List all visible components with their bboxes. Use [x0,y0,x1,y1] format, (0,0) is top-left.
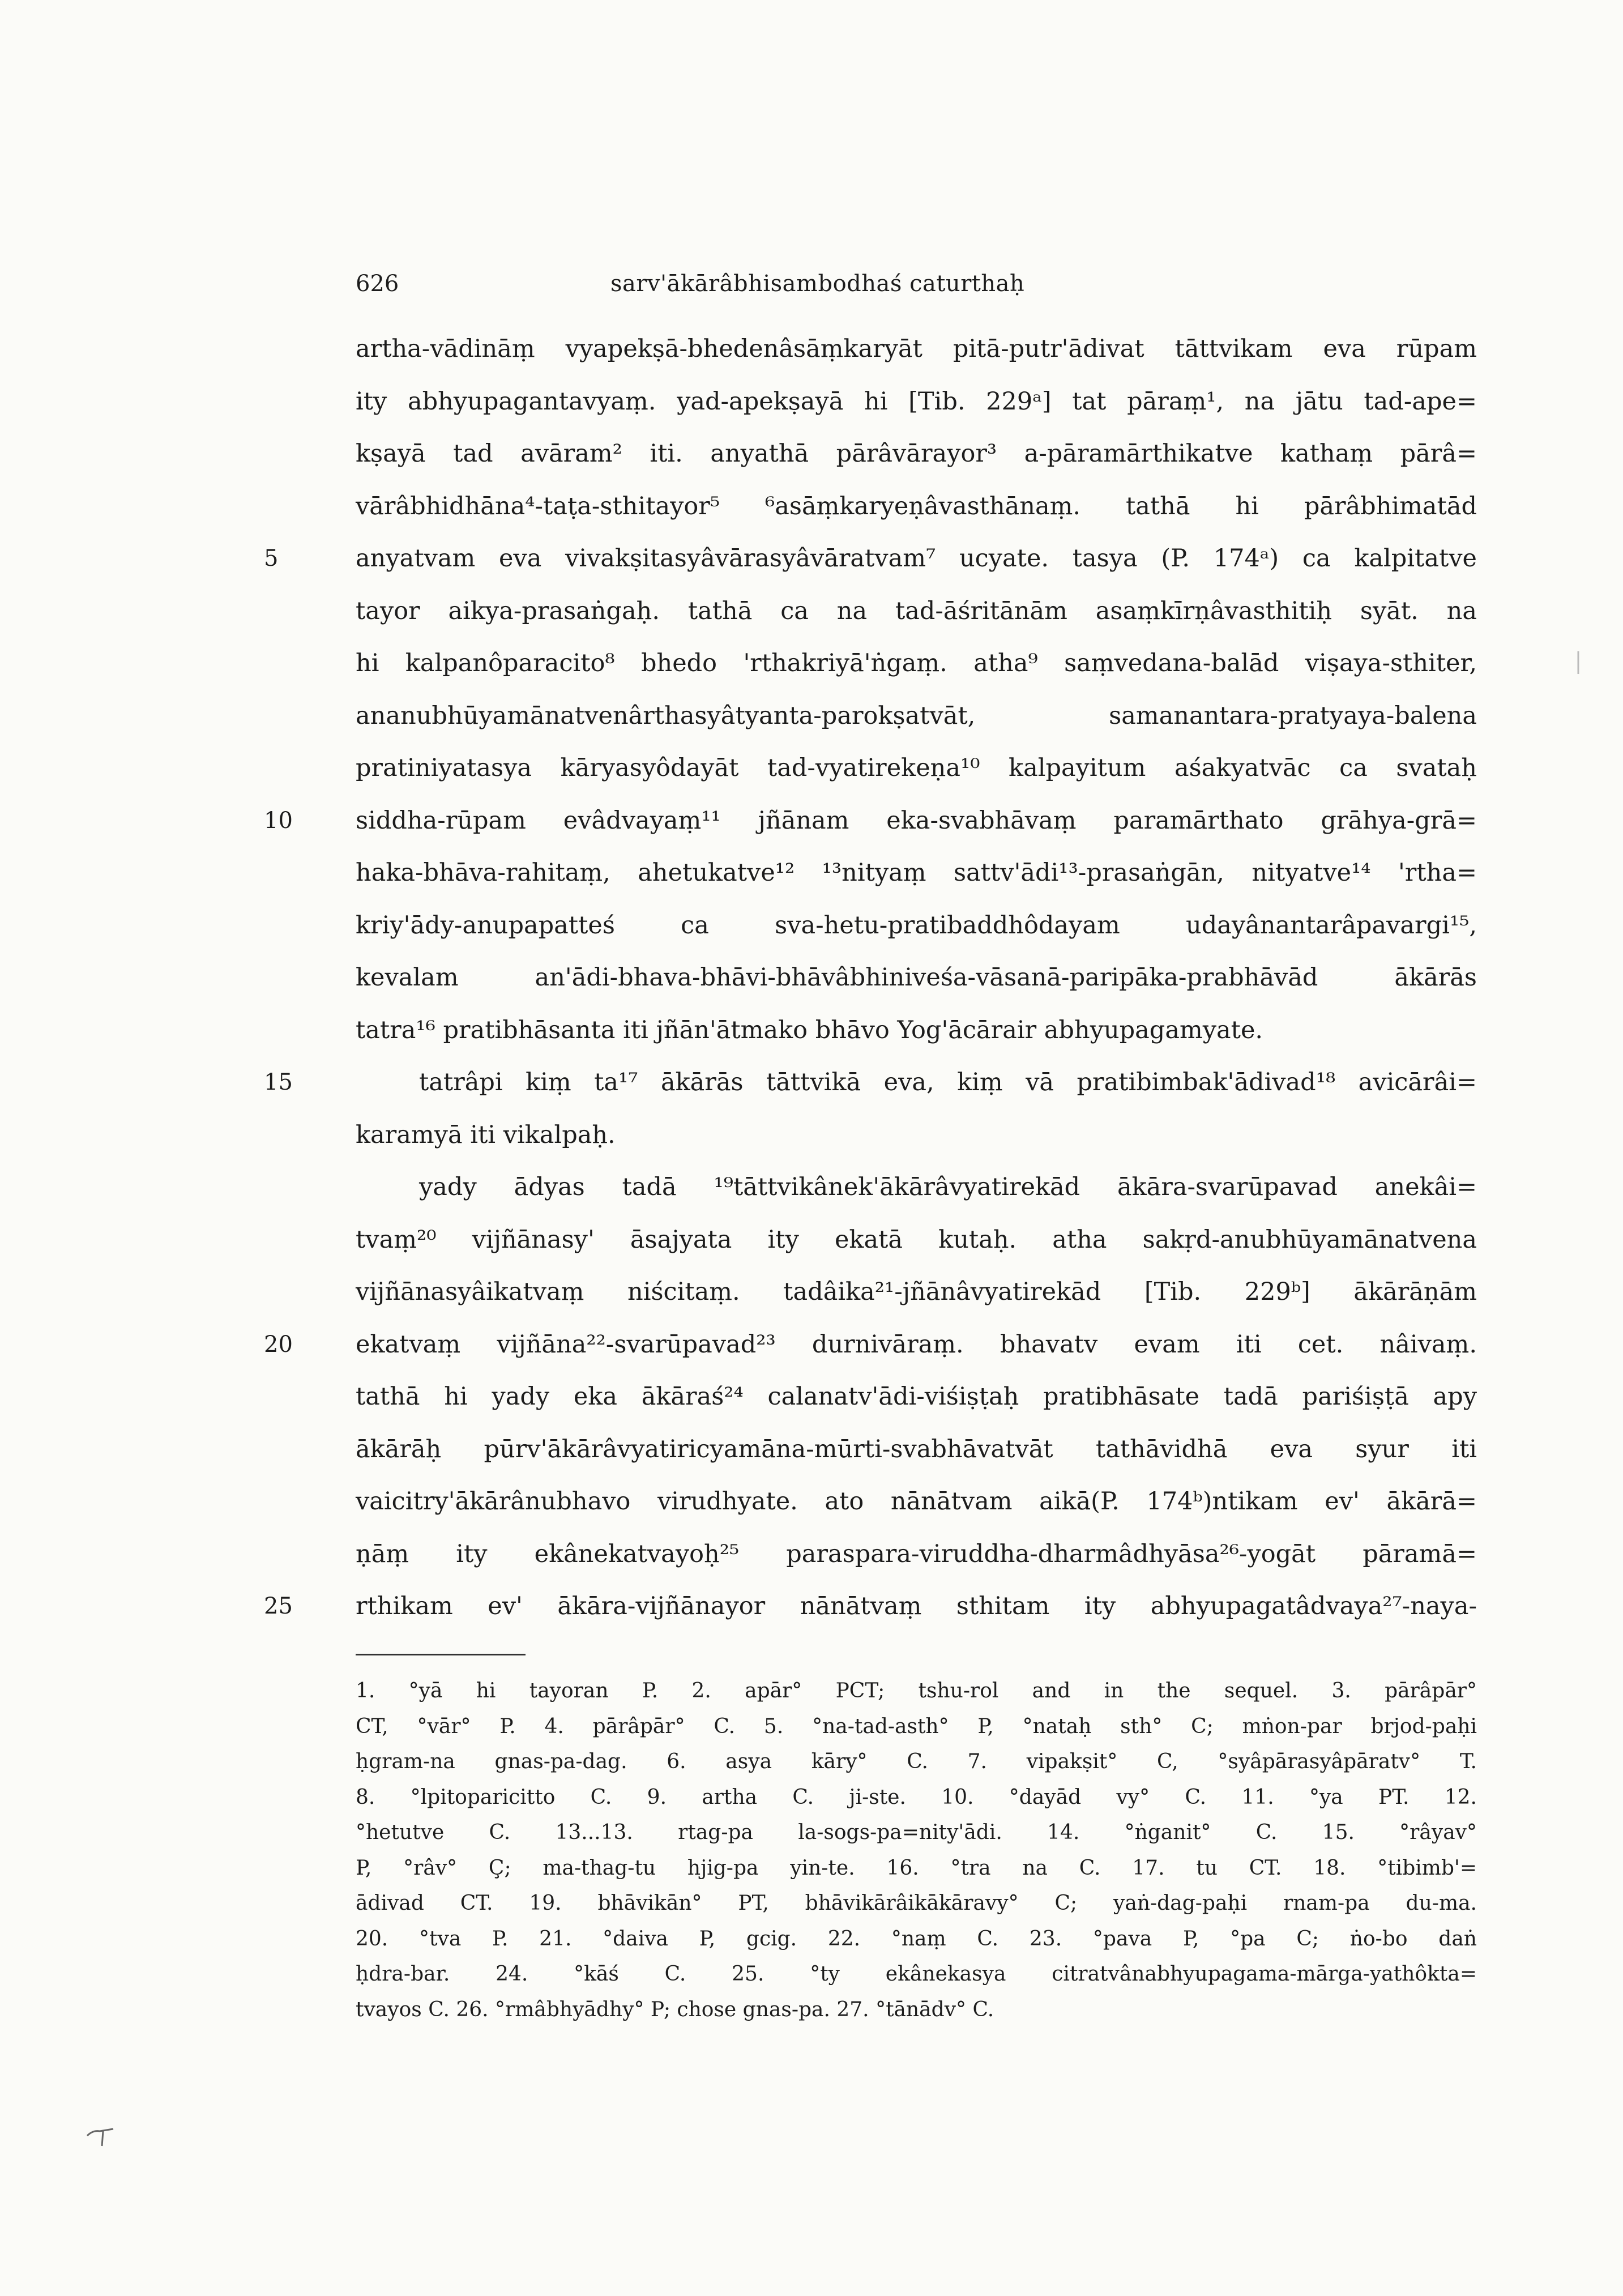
footnote-line: ḥdra-bar. 24. °kāś C. 25. °ty ekânekasya citratvânabhyupagama-mārga-yathôkta= [356,1962,1477,1986]
text-line: tatra¹⁶ pratibhāsanta iti jñān'ātmako bhāvo Yog'ācārair abhyupagamyate. [356,1015,1263,1044]
text-line: vārâbhidhāna⁴-taṭa-sthitayor⁵ ⁶asāṃkaryeṇâvasthānaṃ. tathā hi pārâbhimatād [356,492,1477,520]
text-line: vaicitry'ākārânubhavo virudhyate. ato nānātvam aikā(P. 174ᵇ)ntikam ev' ākārā= [356,1487,1477,1516]
line-number: 20 [264,1331,293,1358]
text-line: tvaṃ²⁰ vijñānasy' āsajyata ity ekatā kutaḥ. atha sakṛd-anubhūyamānatvena [356,1225,1477,1254]
footnote-line: 1. °yā hi tayoran P. 2. apār° PCT; tshu-rol and in the sequel. 3. pārâpār° [356,1679,1477,1702]
text-line: artha-vādināṃ vyapekṣā-bhedenâsāṃkaryāt pitā-putr'ādivat tāttvikam eva rūpam [356,335,1477,363]
text-line [264,795,1477,847]
footnotes [356,1674,1477,2028]
footnote-line: ḥgram-na gnas-pa-dag. 6. asya kāry° C. 7. vipakṣit° C, °syâpārasyâpāratv° T. [356,1750,1477,1773]
text-line: kṣayā tad avāram² iti. anyathā pārâvārayor³ a-pāramārthikatve kathaṃ pārâ= [356,439,1477,468]
footnote-rule [356,1654,526,1655]
text-line: tayor aikya-prasaṅgaḥ. tathā ca na tad-āśritānām asaṃkīrṇâvasthitiḥ syāt. na [356,596,1477,625]
line-number: 5 [264,545,279,571]
pencil-mark-icon [85,2121,119,2149]
text-line-content: siddha-rūpam evâdvayaṃ¹¹ jñānam eka-svabhāvaṃ paramārthato grāhya-grā= [356,806,1477,835]
text-line [264,1318,1477,1371]
line-number: 25 [264,1593,293,1619]
line-number: 10 [264,807,293,834]
text-line: ananubhūyamānatvenârthasyâtyanta-parokṣatvāt, samanantara-pratyaya-balena [356,701,1477,730]
text-line-content: rthikam ev' ākāra-vijñānayor nānātvaṃ sthitam ity abhyupagatâdvaya²⁷-naya- [356,1592,1477,1620]
footnote-line: 8. °lpitoparicitto C. 9. artha C. ji-ste. 10. °dayād vy° C. 11. °ya PT. 12. [356,1785,1477,1809]
margin-tick-icon [1575,651,1581,674]
text-line: yady ādyas tadā ¹⁹tāttvikânek'ākārâvyatirekād ākāra-svarūpavad anekâi= [419,1173,1477,1201]
footnote-line: °hetutve C. 13...13. rtag-pa la-sogs-pa=nity'ādi. 14. °ṅganit° C. 15. °râyav° [356,1821,1477,1844]
line-number: 15 [264,1069,293,1095]
running-head: sarv'ākārâbhisambodhaś caturthaḥ [610,271,1025,297]
page-header [356,271,1477,305]
text-line: ity abhyupagantavyaṃ. yad-apekṣayā hi [Tib. 229ᵃ] tat pāraṃ¹, na jātu tad-ape= [356,387,1477,416]
text-line: kevalam an'ādi-bhava-bhāvi-bhāvâbhiniveśa-vāsanā-paripāka-prabhāvād ākārās [356,963,1477,992]
text-line: karamyā iti vikalpaḥ. [356,1120,616,1149]
text-line: hi kalpanôparacito⁸ bhedo 'rthakriyā'ṅgaṃ. atha⁹ saṃvedana-balād viṣaya-sthiter, [356,649,1477,677]
text-line-content: tatrâpi kiṃ ta¹⁷ ākārās tāttvikā eva, kiṃ vā pratibimbak'ādivad¹⁸ avicārâi= [419,1068,1477,1096]
text-line: tathā hi yady eka ākāraś²⁴ calanatv'ādi-viśiṣṭaḥ pratibhāsate tadā pariśiṣṭā apy [356,1382,1477,1411]
main-text [264,323,1477,1633]
page-number: 626 [356,271,399,297]
footnote-line: tvayos C. 26. °rmâbhyādhy° P; chose gnas-pa. 27. °tānādv° C. [356,1998,994,2021]
text-line-content: anyatvam eva vivakṣitasyâvārasyâvāratvam⁷ ucyate. tasya (P. 174ᵃ) ca kalpitatve [356,544,1477,573]
text-line: ṇāṃ ity ekânekatvayoḥ²⁵ paraspara-viruddha-dharmâdhyāsa²⁶-yogāt pāramā= [356,1539,1477,1568]
footnote-line: ādivad CT. 19. bhāvikān° PT, bhāvikārâikākāravy° C; yaṅ-dag-paḥi rnam-pa du-ma. [356,1892,1477,1915]
text-line [264,1580,1477,1633]
text-line: ākārāḥ pūrv'ākārâvyatiricyamāna-mūrti-svabhāvatvāt tathāvidhā eva syur iti [356,1435,1477,1463]
text-line: kriy'ādy-anupapatteś ca sva-hetu-pratibaddhôdayam udayânantarâpavargi¹⁵, [356,911,1477,940]
footnote-line: 20. °tva P. 21. °daiva P, gcig. 22. °naṃ C. 23. °pava P, °pa C; ṅo-bo daṅ [356,1927,1477,1951]
text-line-content: ekatvaṃ vijñāna²²-svarūpavad²³ durnivāraṃ. bhavatv evam iti cet. nâivaṃ. [356,1330,1477,1359]
text-line [264,1056,1477,1109]
footnote-line: P, °râv° Ç; ma-thag-tu hjig-pa yin-te. 16. °tra na C. 17. tu CT. 18. °tibimb'= [356,1856,1477,1880]
text-line [264,532,1477,585]
text-line: pratiniyatasya kāryasyôdayāt tad-vyatirekeṇa¹⁰ kalpayitum aśakyatvāc ca svataḥ [356,754,1477,782]
footnote-line: CT, °vār° P. 4. pārâpār° C. 5. °na-tad-asth° P, °nataḥ sth° C; mṅon-par brjod-paḥi [356,1714,1477,1738]
text-line: vijñānasyâikatvaṃ niścitaṃ. tadâika²¹-jñānâvyatirekād [Tib. 229ᵇ] ākārāṇām [356,1278,1477,1306]
text-line: haka-bhāva-rahitaṃ, ahetukatve¹² ¹³nityaṃ sattv'ādi¹³-prasaṅgān, nityatve¹⁴ 'rtha= [356,859,1477,887]
